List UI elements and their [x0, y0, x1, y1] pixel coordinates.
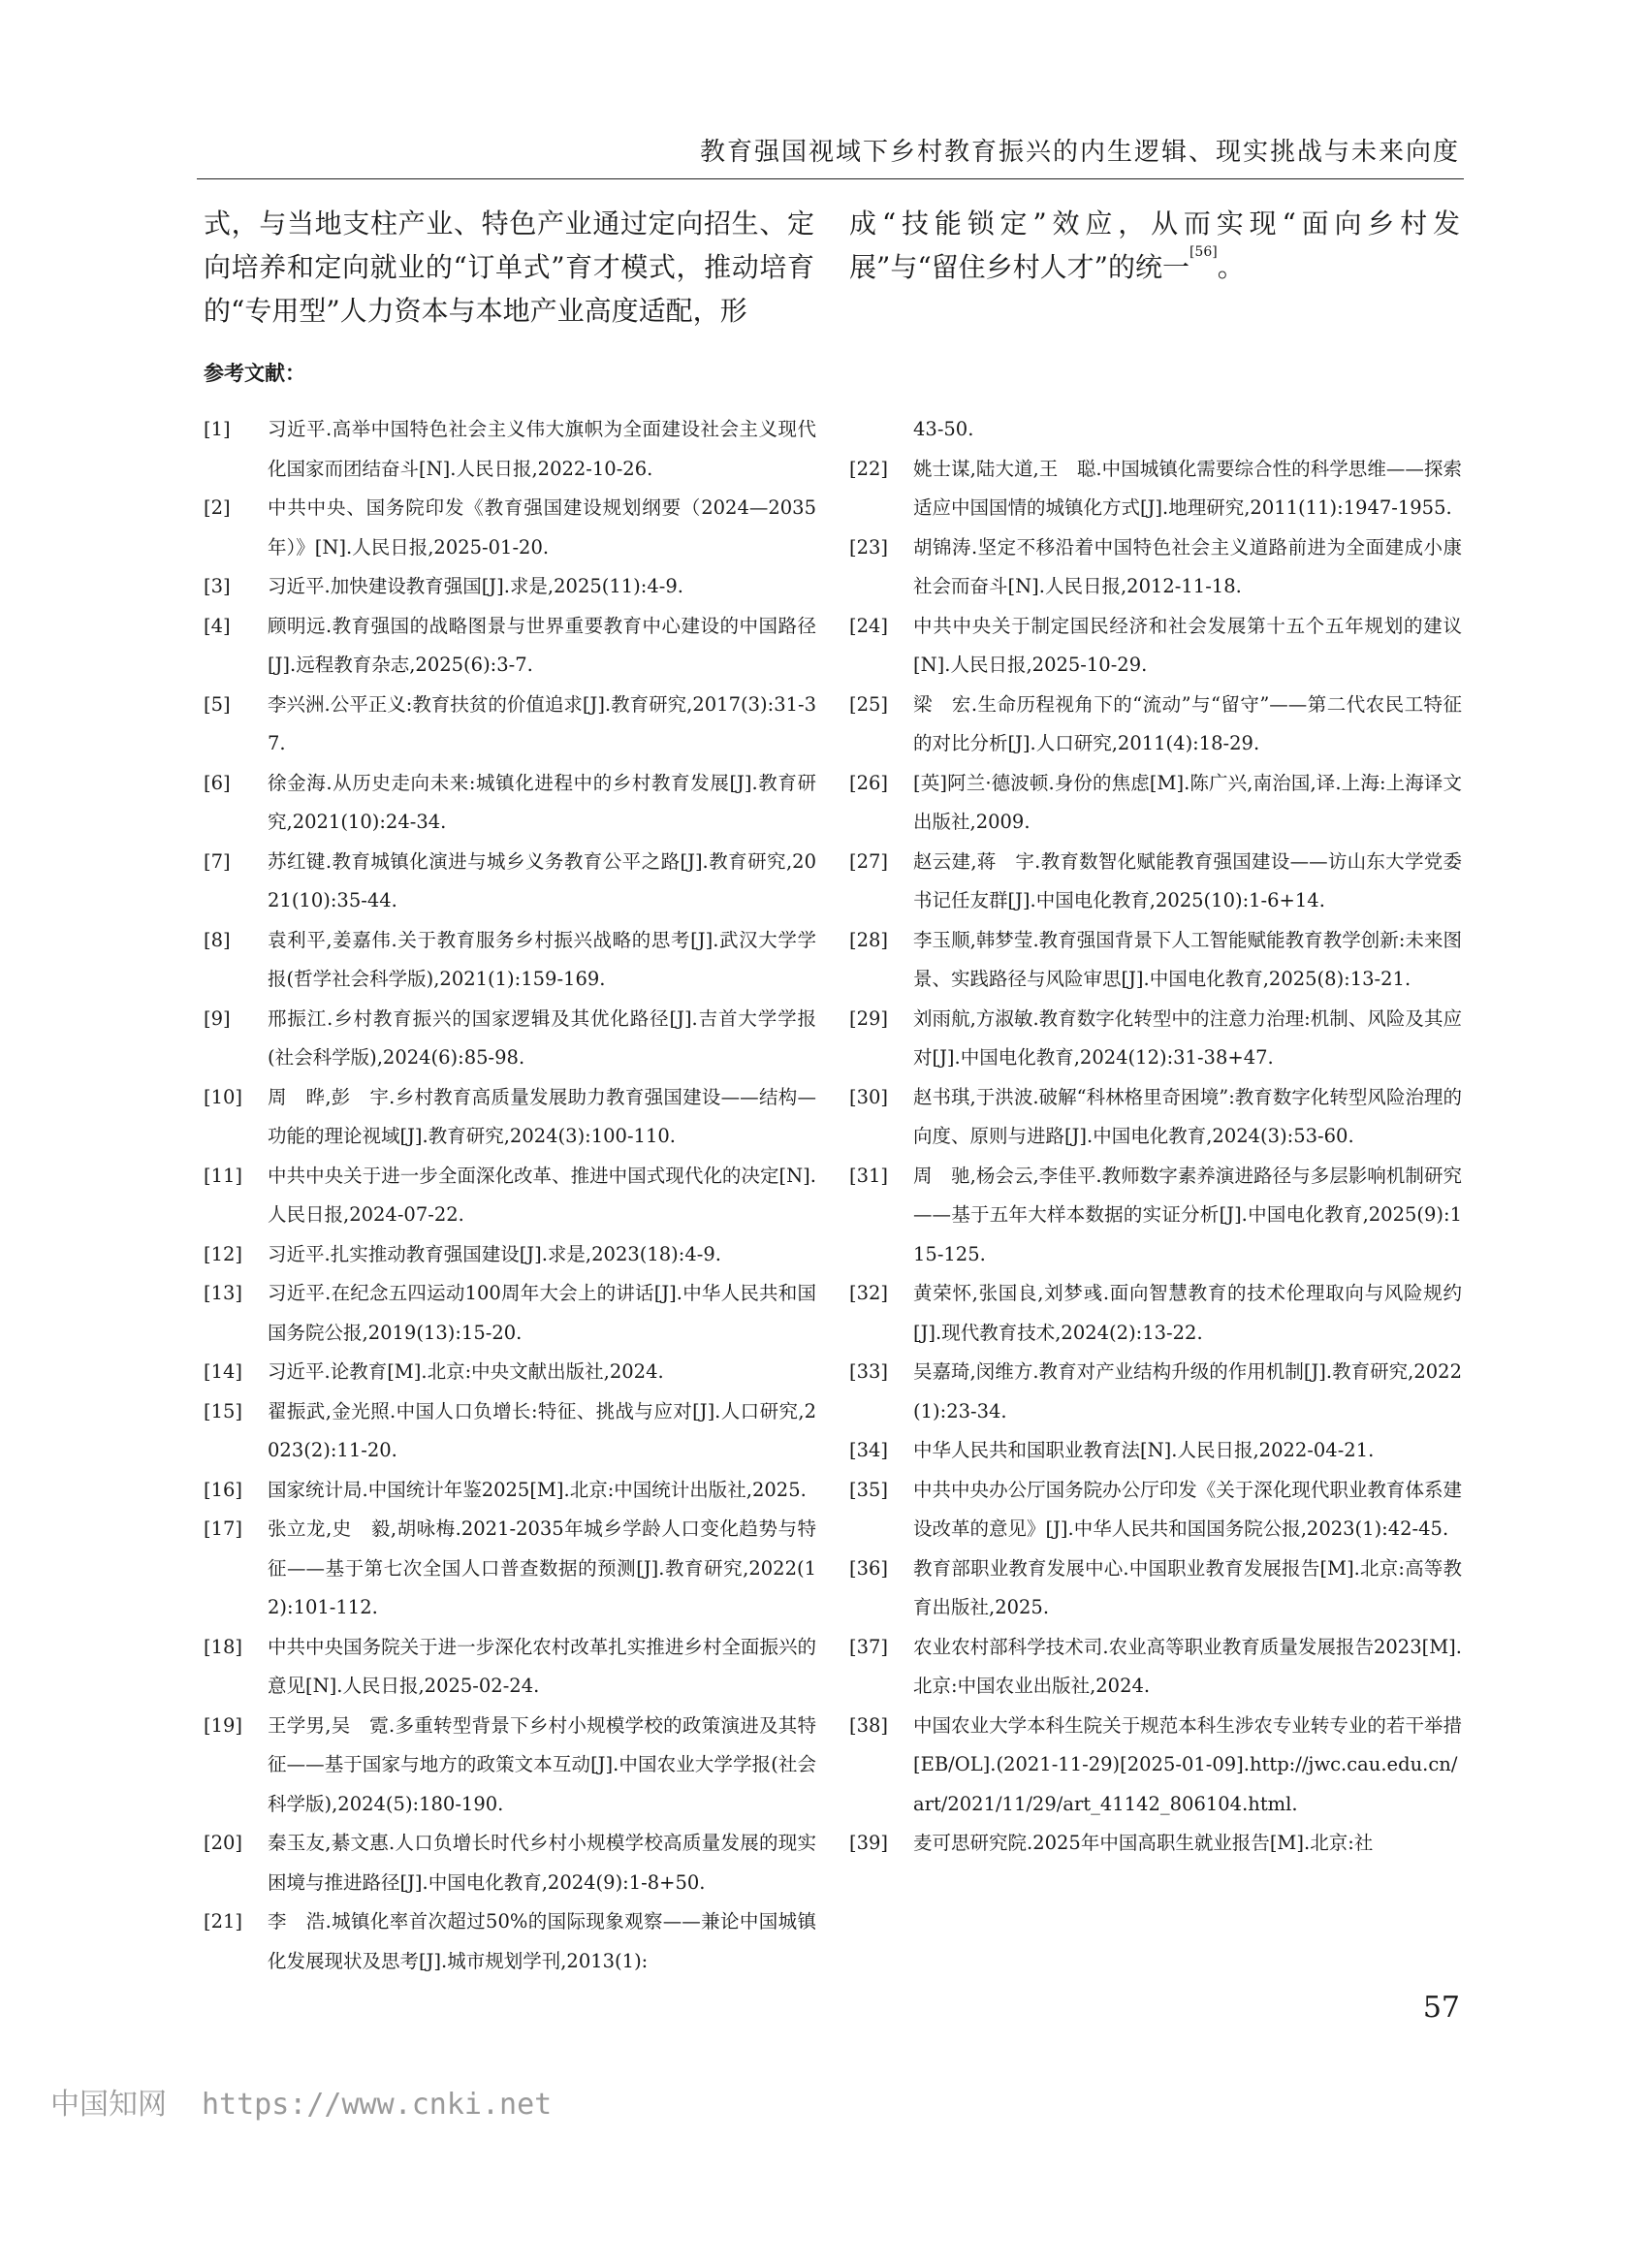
reference-number: [39] — [849, 1832, 889, 1854]
reference-text: 李 浩.城镇化率首次超过50%的国际现象观察——兼论中国城镇化发展现状及思考[J].城市规划学刊,2013(1): — [268, 1910, 816, 1972]
reference-number: [27] — [849, 849, 889, 873]
reference-number: [25] — [849, 692, 889, 716]
reference-item — [849, 686, 1462, 764]
reference-number: [10] — [204, 1085, 243, 1108]
reference-number: [15] — [204, 1399, 243, 1422]
reference-item — [849, 843, 1462, 921]
reference-number: [4] — [204, 614, 231, 637]
reference-text: 刘雨航,方淑敏.教育数字化转型中的注意力治理:机制、风险及其应对[J].中国电化教育,2024(12):31-38+47. — [913, 1006, 1462, 1069]
reference-item — [849, 1707, 1462, 1825]
reference-item — [204, 607, 816, 686]
reference-text: 习近平.在纪念五四运动100周年大会上的讲话[J].中华人民共和国国务院公报,2019(13):15-20. — [268, 1282, 816, 1344]
reference-item — [204, 843, 816, 921]
reference-number: [28] — [849, 928, 889, 951]
reference-item — [849, 1471, 1462, 1549]
reference-text: 中华人民共和国职业教育法[N].人民日报,2022-04-21. — [913, 1439, 1375, 1461]
references-left-column — [204, 410, 816, 1981]
reference-number: [20] — [204, 1832, 243, 1854]
reference-text: 翟振武,金光照.中国人口负增长:特征、挑战与应对[J].人口研究,2023(2):11-20. — [268, 1399, 816, 1461]
reference-number: [5] — [204, 692, 231, 716]
reference-text: 中共中央国务院关于进一步深化农村改革扎实推进乡村全面振兴的意见[N].人民日报,2025-02-24. — [268, 1635, 816, 1697]
reference-item — [204, 1628, 816, 1707]
reference-text: 秦玉友,綦文惠.人口负增长时代乡村小规模学校高质量发展的现实困境与推进路径[J].中国电化教育,2024(9):1-8+50. — [268, 1832, 816, 1894]
reference-text: 农业农村部科学技术司.农业高等职业教育质量发展报告2023[M].北京:中国农业出版社,2024. — [913, 1635, 1462, 1697]
reference-item — [204, 410, 816, 489]
reference-item — [849, 921, 1462, 1000]
reference-text: 中共中央、国务院印发《教育强国建设规划纲要（2024—2035年）》[N].人民日报,2025-01-20. — [268, 496, 816, 559]
reference-text: 中共中央关于进一步全面深化改革、推进中国式现代化的决定[N].人民日报,2024-07-22. — [268, 1164, 816, 1226]
reference-text: 李玉顺,韩梦莹.教育强国背景下人工智能赋能教育教学创新:未来图景、实践路径与风险审思[J].中国电化教育,2025(8):13-21. — [913, 928, 1462, 990]
body-text-right-end: 。 — [1217, 251, 1245, 283]
reference-number: [33] — [849, 1360, 889, 1383]
reference-number: [21] — [204, 1910, 243, 1933]
reference-text: 徐金海.从历史走向未来:城镇化进程中的乡村教育发展[J].教育研究,2021(10):24-34. — [268, 771, 816, 833]
reference-item — [204, 1157, 816, 1235]
reference-item — [849, 528, 1462, 607]
cnki-watermark — [50, 2086, 1464, 2144]
reference-number: [23] — [849, 535, 889, 559]
reference-item — [204, 1824, 816, 1902]
reference-number: [34] — [849, 1439, 889, 1461]
reference-text: 梁 宏.生命历程视角下的“流动”与“留守”——第二代农民工特征的对比分析[J].人口研究,2011(4):18-29. — [913, 692, 1462, 754]
reference-item — [849, 450, 1462, 528]
reference-text: 43-50. — [913, 418, 974, 440]
reference-number: [30] — [849, 1085, 889, 1108]
reference-text: 赵书琪,于洪波.破解“科林格里奇困境”:教育数字化转型风险治理的向度、原则与进路[J].中国电化教育,2024(3):53-60. — [913, 1085, 1462, 1147]
reference-number: [18] — [204, 1635, 243, 1658]
references-right-column — [849, 410, 1462, 1864]
reference-text: 国家统计局.中国统计年鉴2025[M].北京:中国统计出版社,2025. — [268, 1478, 807, 1501]
reference-number: [32] — [849, 1282, 889, 1304]
reference-item — [849, 1824, 1462, 1864]
reference-item — [849, 1549, 1462, 1628]
reference-number: [16] — [204, 1478, 243, 1501]
reference-item — [204, 1000, 816, 1078]
watermark-name: 中国知网 — [50, 2088, 167, 2122]
reference-item — [849, 1274, 1462, 1353]
reference-number — [849, 410, 913, 450]
reference-item — [204, 1274, 816, 1353]
body-text — [204, 202, 1464, 333]
reference-text: 周 驰,杨会云,李佳平.教师数字素养演进路径与多层影响机制研究——基于五年大样本数据的实证分析[J].中国电化教育,2025(9):115-125. — [913, 1164, 1462, 1265]
reference-text: 吴嘉琦,闵维方.教育对产业结构升级的作用机制[J].教育研究,2022(1):23-34. — [913, 1360, 1462, 1422]
reference-number: [2] — [204, 496, 231, 519]
reference-text: 周 晔,彭 宇.乡村教育高质量发展助力教育强国建设——结构—功能的理论视域[J].教育研究,2024(3):100-110. — [268, 1085, 816, 1147]
reference-item — [204, 1392, 816, 1471]
reference-number: [9] — [204, 1006, 231, 1030]
reference-item — [204, 764, 816, 843]
reference-text: 黄荣怀,张国良,刘梦彧.面向智慧教育的技术伦理取向与风险规约[J].现代教育技术,2024(2):13-22. — [913, 1282, 1462, 1344]
reference-text: 赵云建,蒋 宇.教育数智化赋能教育强国建设——访山东大学党委书记任友群[J].中国电化教育,2025(10):1-6+14. — [913, 849, 1462, 911]
reference-item — [204, 1471, 816, 1511]
running-title: 教育强国视域下乡村教育振兴的内生逻辑、现实挑战与未来向度 — [699, 138, 1460, 167]
reference-text: 麦可思研究院.2025年中国高职生就业报告[M].北京:社 — [913, 1832, 1374, 1854]
reference-text: 习近平.加快建设教育强国[J].求是,2025(11):4-9. — [268, 575, 683, 597]
reference-item — [849, 1157, 1462, 1275]
reference-item — [204, 1353, 816, 1392]
reference-number: [6] — [204, 771, 231, 794]
body-text-left: 式，与当地支柱产业、特色产业通过定向招生、定向培养和定向就业的“订单式”育才模式，推动培育的“专用型”人力资本与本地产业高度适配，形 — [204, 208, 814, 327]
reference-item — [204, 1078, 816, 1157]
reference-number: [38] — [849, 1713, 889, 1737]
reference-number: [14] — [204, 1360, 243, 1383]
reference-item — [849, 764, 1462, 843]
references — [204, 410, 1464, 1981]
reference-item — [204, 1707, 816, 1825]
reference-number: [13] — [204, 1282, 243, 1304]
reference-text: [英]阿兰·德波顿.身份的焦虑[M].陈广兴,南治国,译.上海:上海译文出版社,2009. — [913, 771, 1462, 833]
reference-text: 姚士谋,陆大道,王 聪.中国城镇化需要综合性的科学思维——探索适应中国国情的城镇化方式[J].地理研究,2011(11):1947-1955. — [913, 457, 1462, 519]
reference-item — [204, 921, 816, 1000]
reference-item — [849, 1431, 1462, 1471]
reference-item — [849, 410, 1462, 450]
reference-item — [204, 489, 816, 567]
reference-text: 苏红键.教育城镇化演进与城乡义务教育公平之路[J].教育研究,2021(10):35-44. — [268, 849, 816, 911]
references-heading: 参考文献： — [204, 361, 305, 385]
reference-text: 习近平.论教育[M].北京:中央文献出版社,2024. — [268, 1360, 664, 1383]
reference-item — [849, 1353, 1462, 1431]
reference-number: [7] — [204, 849, 231, 873]
reference-number: [29] — [849, 1006, 889, 1030]
reference-text: 习近平.扎实推动教育强国建设[J].求是,2023(18):4-9. — [268, 1242, 721, 1265]
reference-text: 袁利平,姜嘉伟.关于教育服务乡村振兴战略的思考[J].武汉大学学报(哲学社会科学版),2021(1):159-169. — [268, 928, 816, 990]
reference-number: [8] — [204, 928, 231, 951]
reference-text: 邢振江.乡村教育振兴的国家逻辑及其优化路径[J].吉首大学学报(社会科学版),2024(6):85-98. — [268, 1006, 816, 1069]
reference-text: 中共中央关于制定国民经济和社会发展第十五个五年规划的建议[N].人民日报,2025-10-29. — [913, 614, 1462, 676]
reference-item — [204, 1902, 816, 1981]
reference-text: 王学男,吴 霓.多重转型背景下乡村小规模学校的政策演进及其特征——基于国家与地方的政策文本互动[J].中国农业大学学报(社会科学版),2024(5):180-190. — [268, 1713, 816, 1815]
watermark-url[interactable]: https://www.cnki.net — [202, 2088, 553, 2122]
page-number: 57 — [1422, 1991, 1460, 2025]
reference-item — [849, 1628, 1462, 1707]
reference-number: [26] — [849, 771, 889, 794]
reference-item — [204, 1235, 816, 1275]
reference-item — [204, 567, 816, 607]
reference-text: 张立龙,史 毅,胡咏梅.2021-2035年城乡学龄人口变化趋势与特征——基于第七次全国人口普查数据的预测[J].教育研究,2022(12):101-112. — [268, 1517, 816, 1618]
reference-number: [3] — [204, 575, 231, 597]
reference-item — [849, 607, 1462, 686]
reference-number: [35] — [849, 1478, 889, 1501]
reference-number: [19] — [204, 1713, 243, 1737]
reference-item — [849, 1000, 1462, 1078]
body-text-right-main: 成“技能锁定”效应，从而实现“面向乡村发展”与“留住乡村人才”的统一 — [849, 208, 1460, 283]
reference-number: [31] — [849, 1164, 889, 1187]
reference-text: 李兴洲.公平正义:教育扶贫的价值追求[J].教育研究,2017(3):31-37. — [268, 692, 816, 754]
reference-item — [849, 1078, 1462, 1157]
reference-number: [11] — [204, 1164, 243, 1187]
reference-text: 胡锦涛.坚定不移沿着中国特色社会主义道路前进为全面建成小康社会而奋斗[N].人民日报,2012-11-18. — [913, 535, 1462, 597]
reference-number: [24] — [849, 614, 889, 637]
reference-text: 中共中央办公厅国务院办公厅印发《关于深化现代职业教育体系建设改革的意见》[J].中华人民共和国国务院公报,2023(1):42-45. — [913, 1478, 1462, 1540]
reference-number: [17] — [204, 1517, 243, 1540]
reference-text: 顾明远.教育强国的战略图景与世界重要教育中心建设的中国路径[J].远程教育杂志,2025(6):3-7. — [268, 614, 816, 676]
reference-number: [12] — [204, 1242, 243, 1265]
citation-marker[interactable]: [56] — [1189, 244, 1218, 260]
reference-text: 中国农业大学本科生院关于规范本科生涉农专业转专业的若干举措[EB/OL].(2021-11-29)[2025-01-09].http://jwc.cau.edu.cn/art/2021/11/29/art_41142_806104.html. — [913, 1713, 1462, 1815]
reference-text: 教育部职业教育发展中心.中国职业教育发展报告[M].北京:高等教育出版社,2025. — [913, 1556, 1462, 1618]
reference-number: [37] — [849, 1635, 889, 1658]
reference-number: [22] — [849, 457, 889, 480]
reference-number: [1] — [204, 418, 231, 440]
reference-number: [36] — [849, 1556, 889, 1580]
body-text-right — [849, 202, 1460, 333]
reference-item — [204, 686, 816, 764]
reference-text: 习近平.高举中国特色社会主义伟大旗帜为全面建设社会主义现代化国家而团结奋斗[N].人民日报,2022-10-26. — [268, 418, 816, 480]
reference-item — [204, 1510, 816, 1628]
